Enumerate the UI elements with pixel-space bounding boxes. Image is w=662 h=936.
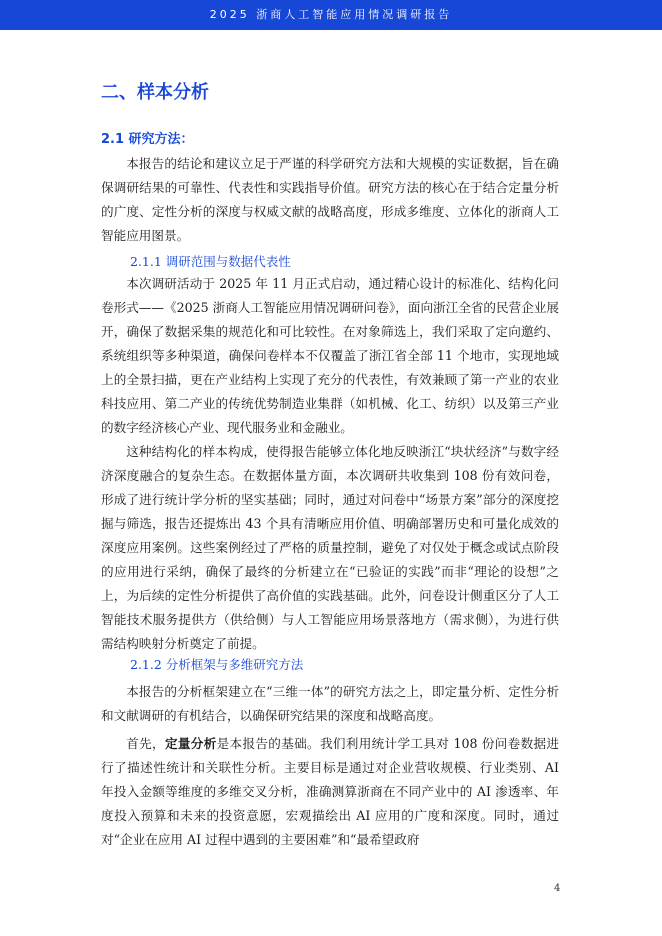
- quantitative-analysis-term: 定量分析: [164, 736, 217, 751]
- sub-sub-title-scope: 2.1.1 调研范围与数据代表性: [130, 254, 291, 269]
- running-header-title: 2025 浙商人工智能应用情况调研报告: [209, 8, 453, 21]
- scope-paragraph-2: 这种结构化的样本构成，使得报告能够立体化地反映浙江“块状经济”与数字经济深度融合的复杂生态。在数据体量方面，本次调研共收集到 108 份有效问卷，形成了进行统计学分析的坚实基础；同时，通过对问卷中“场景方案”部分的深度挖掘与筛选，报告还提炼出 43 个具有清晰应用价值、明确部署历史和可量化成效的深度应用案例。这些案例经过了严格的质量控制，避免了对仅处于概念或试点阶段的应用进行采纳，确保了最终的分析建立在“已验证的实践”而非“理论的设想”之上，为后续的定性分析提供了高价值的实践基础。此外，问卷设计侧重区分了人工智能技术服务提供方（供给侧）与人工智能应用场景落地方（需求侧），为进行供需结构映射分析奠定了前提。: [101, 444, 559, 651]
- running-header: [0, 0, 662, 30]
- sub-sub-title-framework: 2.1.2 分析框架与多维研究方法: [130, 657, 304, 672]
- framework-paragraph-2: [101, 732, 559, 852]
- scope-paragraph-1: 本次调研活动于 2025 年 11 月正式启动，通过精心设计的标准化、结构化问卷形式——《2025 浙商人工智能应用情况调研问卷》，面向浙江全省的民营企业展开，确保了数据采集的规范化和可比较性。在对象筛选上，我们采取了定向邀约、系统组织等多种渠道，确保问卷样本不仅覆盖了浙江省全部 11 个地市，实现地域上的全景扫描，更在产业结构上实现了充分的代表性，有效兼顾了第一产业的农业科技应用、第二产业的传统优势制造业集群（如机械、化工、纺织）以及第三产业的数字经济核心产业、现代服务业和金融业。: [101, 276, 559, 435]
- subsection-title: 2.1 研究方法：: [101, 132, 194, 147]
- framework-p2-lead: 首先，: [126, 736, 165, 751]
- page-number: 4: [554, 883, 561, 894]
- intro-paragraph: 本报告的结论和建议立足于严谨的科学研究方法和大规模的实证数据，旨在确保调研结果的可靠性、代表性和实践指导价值。研究方法的核心在于结合定量分析的广度、定性分析的深度与权威文献的战略高度，形成多维度、立体化的浙商人工智能应用图景。: [101, 156, 559, 243]
- section-title: 二、样本分析: [101, 82, 209, 103]
- framework-paragraph-1: 本报告的分析框架建立在“三维一体”的研究方法之上，即定量分析、定性分析和文献调研的有机结合，以确保研究结果的深度和战略高度。: [101, 684, 559, 723]
- framework-p2-body: 是本报告的基础。我们利用统计学工具对 108 份问卷数据进行了描述性统计和关联性分析。主要目标是通过对企业营收规模、行业类别、AI 年投入金额等维度的多维交叉分析，准确测算浙商在不同产业中的 AI 渗透率、年度投入预算和未来的投资意愿，宏观描绘出 AI 应用的广度和深度。同时，通过对“企业在应用 AI 过程中遇到的主要困难”和“最希望政府: [101, 736, 560, 847]
